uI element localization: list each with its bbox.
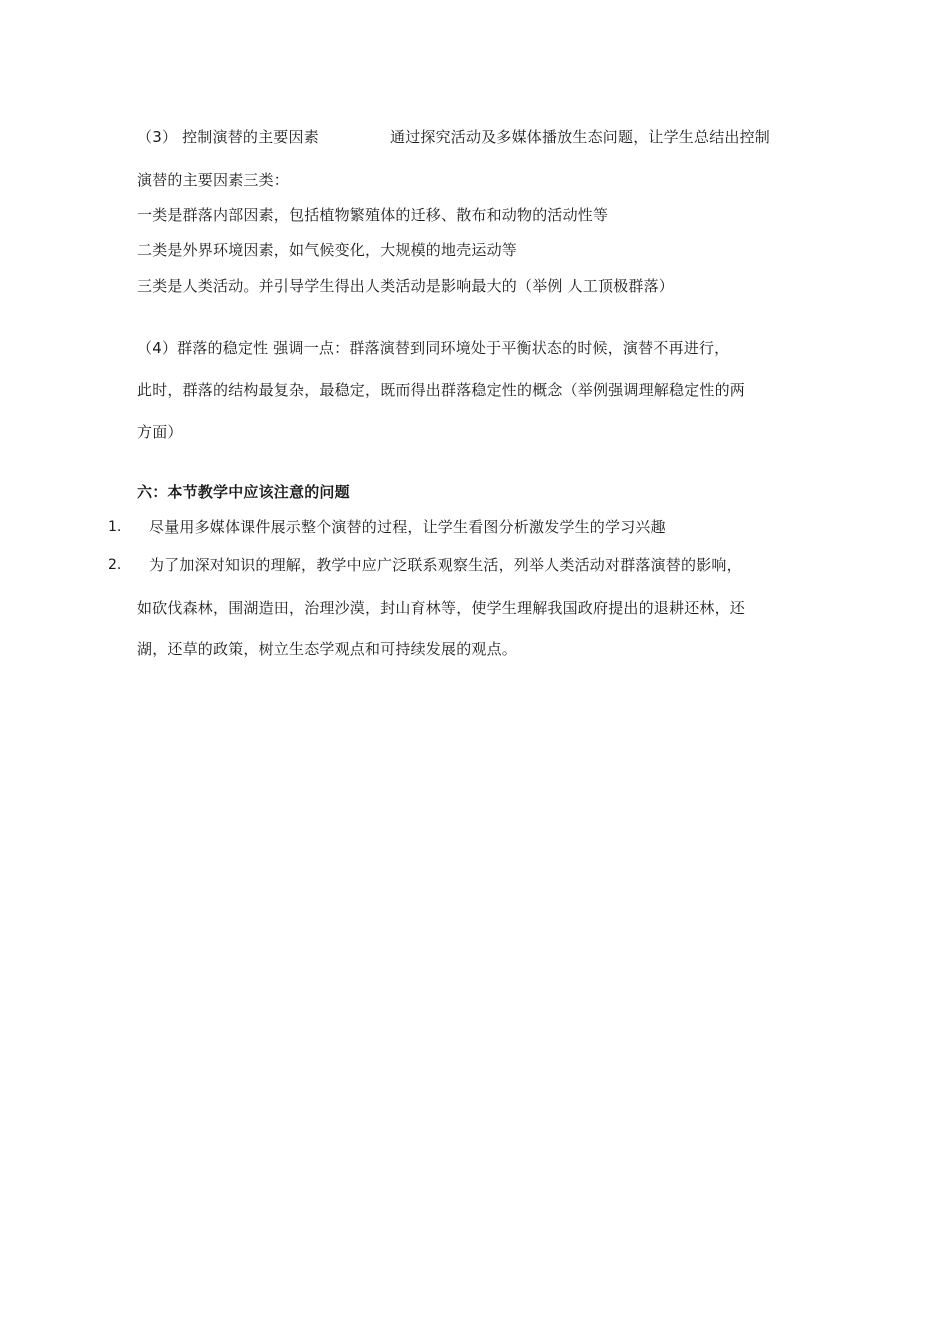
section4-line2: 此时，群落的结构最复杂，最稳定，既而得出群落稳定性的概念（举例强调理解稳定性的两: [137, 381, 746, 399]
section3-intro-part1: 通过探究活动及多媒体播放生态问题，让学生总结出控制: [390, 128, 771, 146]
section3-heading: （3） 控制演替的主要因素: [137, 128, 319, 146]
section4-line1: （4）群落的稳定性 强调一点：群落演替到同环境处于平衡状态的时候，演替不再进行，: [137, 339, 730, 357]
list-item-text: 湖，还草的政策，树立生态学观点和可持续发展的观点。: [137, 640, 518, 658]
section3-factor2: 二类是外界环境因素，如气候变化，大规模的地壳运动等: [137, 241, 518, 259]
section4-line3: 方面）: [137, 423, 183, 441]
section3-factor3: 三类是人类活动。并引导学生得出人类活动是影响最大的（举例 人工顶极群落）: [137, 277, 674, 295]
list-item-text: 为了加深对知识的理解，教学中应广泛联系观察生活，列举人类活动对群落演替的影响，: [149, 556, 742, 574]
list-item-text: 如砍伐森林，围湖造田，治理沙漠，封山育林等，使学生理解我国政府提出的退耕还林，还: [137, 599, 746, 617]
list-item-text: 尽量用多媒体课件展示整个演替的过程，让学生看图分析激发学生的学习兴趣: [149, 518, 666, 536]
list-item-number: 2.: [108, 557, 122, 573]
section3-factor1: 一类是群落内部因素，包括植物繁殖体的迁移、散布和动物的活动性等: [137, 206, 609, 224]
section3-intro-part2: 演替的主要因素三类：: [137, 171, 290, 189]
list-item-number: 1.: [108, 519, 122, 535]
section6-title: 六：本节教学中应该注意的问题: [137, 483, 350, 501]
